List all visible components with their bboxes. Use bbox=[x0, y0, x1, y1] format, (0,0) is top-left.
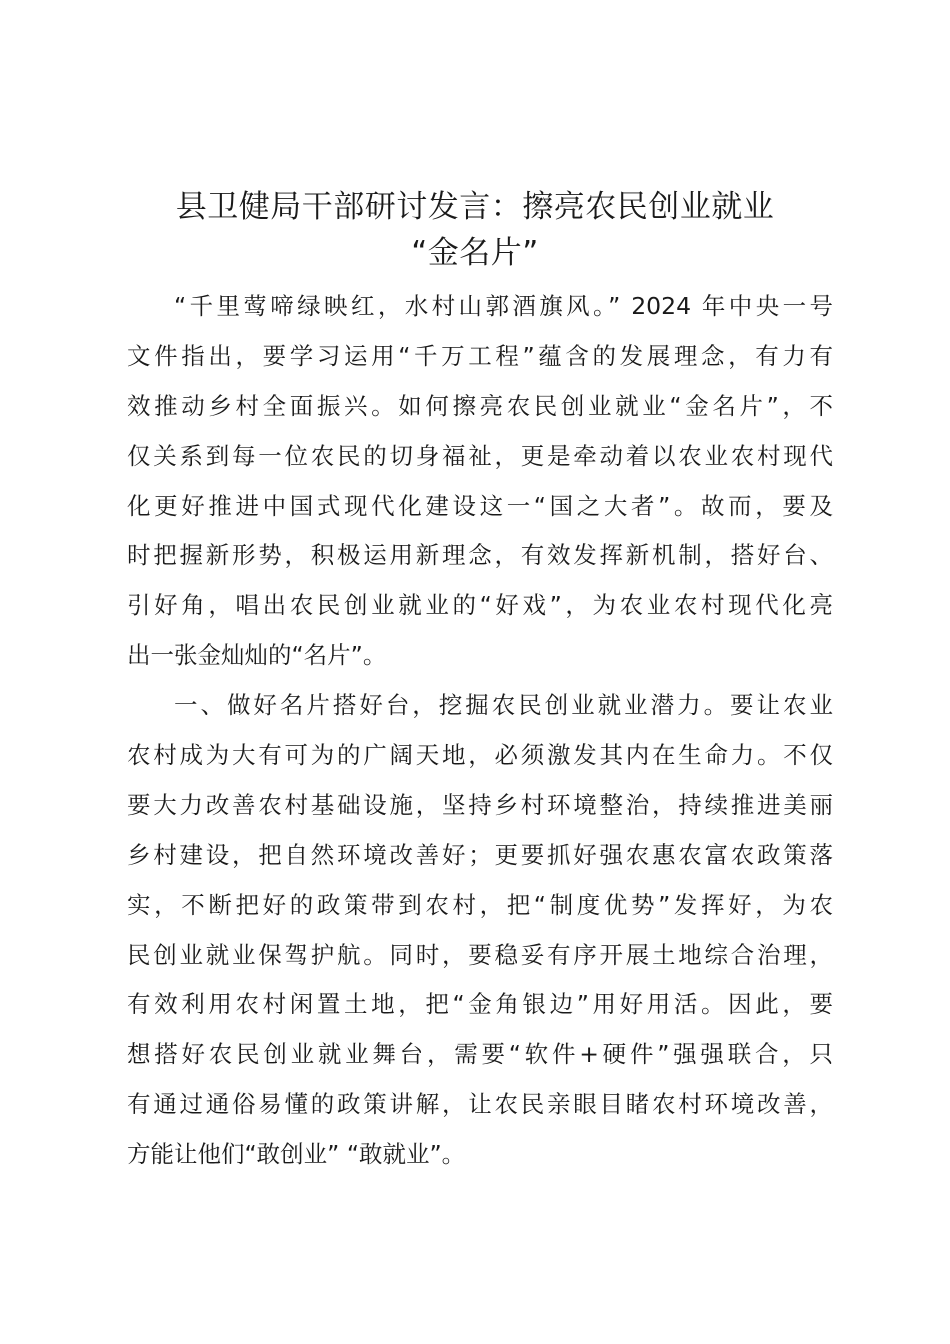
paragraph-line: “千里莺啼绿映红，水村山郭酒旗风。” 2024 年中央一号 bbox=[174, 292, 833, 320]
intro-paragraph bbox=[127, 282, 833, 681]
section-one-paragraph bbox=[127, 681, 833, 1180]
paragraph-line: 引好角，唱出农民创业就业的“好戏”，为农业农村现代化亮 bbox=[127, 591, 833, 620]
paragraph-line: 方能让他们“敢创业” “敢就业”。 bbox=[127, 1140, 466, 1169]
paragraph-line: 一、做好名片搭好台，挖掘农民创业就业潜力。要让农业 bbox=[174, 691, 833, 720]
document-title bbox=[120, 184, 830, 276]
paragraph-line: 要大力改善农村基础设施，坚持乡村环境整治，持续推进美丽 bbox=[127, 790, 833, 819]
document-body bbox=[127, 282, 833, 1180]
paragraph-line: 想搭好农民创业就业舞台，需要“软件+硬件”强强联合，只 bbox=[127, 1040, 833, 1069]
paragraph-line: 农村成为大有可为的广阔天地，必须激发其内在生命力。不仅 bbox=[127, 741, 833, 770]
title-line-2: “金名片” bbox=[411, 235, 539, 271]
paragraph-line: 化更好推进中国式现代化建设这一“国之大者”。故而，要及 bbox=[127, 491, 833, 520]
paragraph-line: 乡村建设，把自然环境改善好；更要抓好强农惠农富农政策落 bbox=[127, 840, 833, 869]
paragraph-line: 民创业就业保驾护航。同时，要稳妥有序开展土地综合治理， bbox=[127, 940, 833, 969]
paragraph-line: 有效利用农村闲置土地，把“金角银边”用好用活。因此，要 bbox=[127, 990, 833, 1019]
paragraph-line: 出一张金灿灿的“名片”。 bbox=[127, 641, 387, 670]
title-line-1: 县卫健局干部研讨发言：擦亮农民创业就业 bbox=[175, 189, 775, 225]
paragraph-line: 实，不断把好的政策带到农村，把“制度优势”发挥好，为农 bbox=[127, 890, 833, 919]
paragraph-line: 有通过通俗易懂的政策讲解，让农民亲眼目睹农村环境改善， bbox=[127, 1090, 833, 1119]
paragraph-line: 文件指出，要学习运用“千万工程”蕴含的发展理念，有力有 bbox=[127, 341, 833, 370]
paragraph-line: 仅关系到每一位农民的切身福祉，更是牵动着以农业农村现代 bbox=[127, 441, 833, 470]
paragraph-line: 时把握新形势，积极运用新理念，有效发挥新机制，搭好台、 bbox=[127, 541, 833, 570]
paragraph-line: 效推动乡村全面振兴。如何擦亮农民创业就业“金名片”，不 bbox=[127, 391, 833, 420]
